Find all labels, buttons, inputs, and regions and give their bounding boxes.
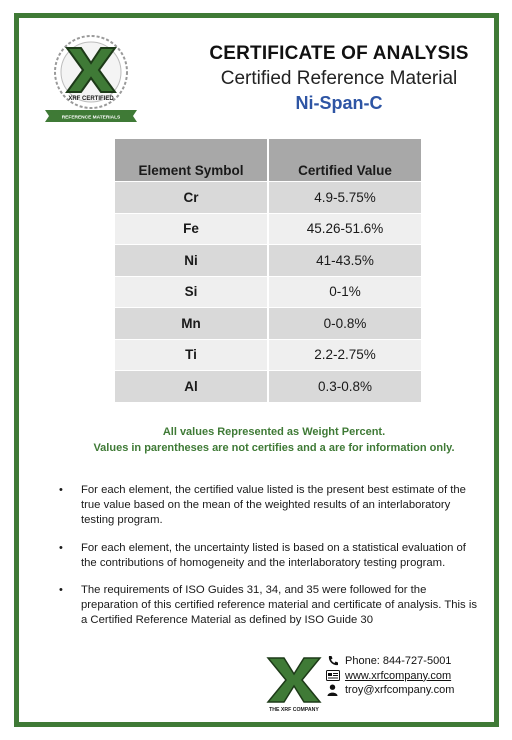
phone-icon (325, 655, 340, 667)
element-symbol: Si (115, 277, 269, 308)
element-symbol: Ti (115, 340, 269, 371)
bullet-dot: • (59, 484, 63, 496)
table-body (115, 181, 421, 402)
certificate-frame (14, 13, 499, 727)
table-row (115, 276, 421, 308)
website-link[interactable]: www.xrfcompany.com (345, 669, 452, 682)
contact-email (325, 683, 454, 698)
element-symbol: Al (115, 371, 269, 402)
table-row (115, 370, 421, 402)
table-row (115, 307, 421, 339)
certified-value: 4.9-5.75% (314, 189, 376, 205)
table-row (115, 213, 421, 245)
element-symbol: Cr (115, 182, 269, 213)
footer-logo-text: THE XRF COMPANY (269, 707, 319, 713)
contact-phone (325, 654, 454, 669)
website-icon (325, 670, 340, 682)
header-certified-value: Certified Value (298, 163, 392, 178)
table-row (115, 181, 421, 213)
certified-value: 41-43.5% (316, 252, 374, 268)
certified-values-table (115, 139, 421, 402)
element-symbol: Fe (115, 214, 269, 245)
xrf-certified-logo (41, 30, 141, 130)
element-symbol: Ni (115, 245, 269, 276)
xrf-company-logo (264, 654, 324, 714)
bullet-text: For each element, the uncertainty listed is based on a statistical evaluation of the contributions of homogeneity and the interlaboratory testing program. (81, 541, 466, 569)
phone-number: Phone: 844-727-5001 (345, 655, 452, 668)
material-name: Ni-Span-C (295, 93, 383, 113)
email-address[interactable]: troy@xrfcompany.com (345, 684, 455, 697)
certificate-subtitle: Certified Reference Material (220, 68, 458, 89)
title-block (179, 43, 499, 114)
table-header (115, 139, 421, 181)
list-item (59, 583, 479, 629)
list-item (59, 483, 479, 529)
certified-value: 45.26-51.6% (306, 221, 384, 237)
table-row (115, 244, 421, 276)
bullet-dot: • (59, 584, 63, 597)
list-item (59, 541, 479, 571)
contact-website (325, 669, 454, 684)
logo-ribbon-text: REFERENCE MATERIALS (61, 115, 121, 121)
note-weight-percent: All values Represented as Weight Percent. (162, 426, 386, 438)
certified-value: 0-0.8% (323, 315, 367, 331)
certificate-title: CERTIFICATE OF ANALYSIS (209, 43, 469, 64)
bullet-dot: • (59, 541, 63, 554)
note-parentheses: Values in parentheses are not certifies and a are for information only. (93, 442, 455, 454)
certified-value: 0-1% (329, 284, 361, 300)
certified-value: 2.2-2.75% (314, 347, 376, 363)
bullet-text: For each element, the certified value listed is the present best estimate of the true value based on the mean of the weighted results of an interlaboratory testing program. (81, 484, 466, 527)
bullet-list (59, 483, 479, 641)
header-element-symbol: Element Symbol (115, 139, 269, 181)
contact-block (325, 654, 454, 698)
table-row (115, 339, 421, 371)
bullet-text: The requirements of ISO Guides 31, 34, and 35 were followed for the preparation of this certified reference material and certificate of analysis. This is a Certified Reference Material as defined by ISO Guide 30 (81, 584, 477, 627)
element-symbol: Mn (115, 308, 269, 339)
certified-value: 0.3-0.8% (317, 378, 373, 394)
person-icon (325, 684, 340, 696)
logo-text-top: XRF CERTIFIED (68, 96, 114, 102)
